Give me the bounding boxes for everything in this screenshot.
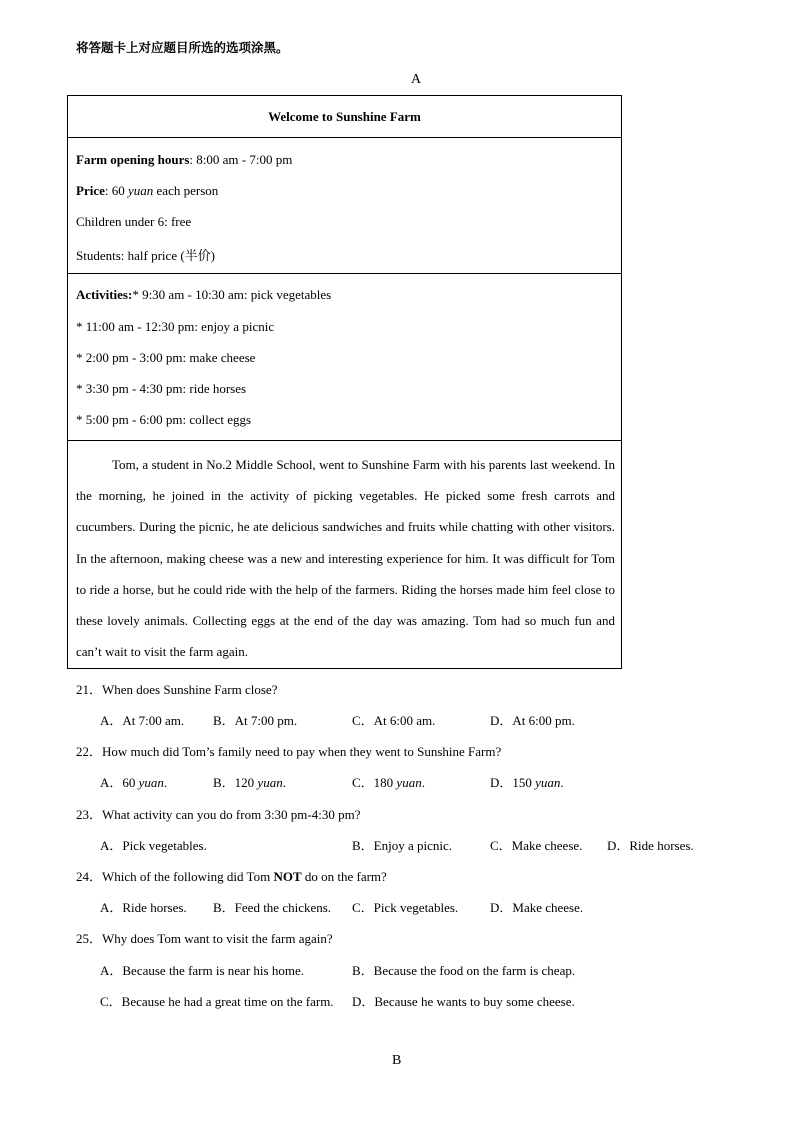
divider [68, 273, 621, 274]
hours-value: : 8:00 am - 7:00 pm [189, 152, 293, 167]
option-22-a: A．60 yuan. [100, 775, 168, 790]
option-21-a: A．At 7:00 am. [100, 713, 185, 728]
price-prefix: : 60 [104, 183, 128, 198]
instruction-text: 将答题卡上对应题目所选的选项涂黑。 [76, 40, 289, 55]
notice-box [67, 95, 622, 669]
option-23-b: B．Enjoy a picnic. [352, 838, 453, 853]
question-21: 21．When does Sunshine Farm close? [76, 682, 278, 697]
option-25-b: B．Because the food on the farm is cheap. [352, 963, 576, 978]
option-22-b: B．120 yuan. [213, 775, 286, 790]
option-23-c: C．Make cheese. [490, 838, 583, 853]
option-25-c: C．Because he had a great time on the farm. [100, 994, 334, 1009]
activity-line [76, 287, 331, 303]
divider [68, 440, 621, 441]
section-label-a: A [411, 72, 422, 87]
question-23: 23．What activity can you do from 3:30 pm-4:30 pm? [76, 807, 361, 822]
option-24-a: A．Ride horses. [100, 900, 187, 915]
section-label-b: B [392, 1053, 402, 1068]
option-21-d: D．At 6:00 pm. [490, 713, 575, 728]
option-21-b: B．At 7:00 pm. [213, 713, 298, 728]
question-24: 24．Which of the following did Tom NOT do on the farm? [76, 869, 387, 884]
option-24-c: C．Pick vegetables. [352, 900, 459, 915]
opening-hours [76, 152, 292, 168]
option-24-b: B．Feed the chickens. [213, 900, 332, 915]
option-22-c: C．180 yuan. [352, 775, 425, 790]
price-line [76, 183, 218, 199]
activities-label: Activities: [76, 287, 133, 302]
option-24-d: D．Make cheese. [490, 900, 584, 915]
option-25-a: A．Because the farm is near his home. [100, 963, 304, 978]
children-price: Children under 6: free [76, 214, 192, 229]
option-25-d: D．Because he wants to buy some cheese. [352, 994, 575, 1009]
passage-text: Tom, a student in No.2 Middle School, went to Sunshine Farm with his parents last weekend. In the morning, he joined in the activity of picking vegetables. He picked some fresh carrots and cucumbers. During the picnic, he ate delicious sandwiches and fruits while chatting with other visitors. In the afternoon, making cheese was a new and interesting experience for him. It was difficult for Tom to ride a horse, but he could ride with the help of the farmers. Riding the horses made him feel close to these lovely animals. Collecting eggs at the end of the day was amazing. Tom had so much fun and can’t wait to visit the farm again. [76, 457, 615, 660]
price-unit: yuan [128, 183, 154, 198]
price-suffix: each person [153, 183, 219, 198]
hours-label: Farm opening hours [76, 152, 190, 167]
activity-item: * 5:00 pm - 6:00 pm: collect eggs [76, 412, 252, 427]
activity-item: * 9:30 am - 10:30 am: pick vegetables [132, 287, 332, 302]
option-23-a: A．Pick vegetables. [100, 838, 207, 853]
option-23-d: D．Ride horses. [607, 838, 694, 853]
activity-item: * 2:00 pm - 3:00 pm: make cheese [76, 350, 256, 365]
activity-item: * 11:00 am - 12:30 pm: enjoy a picnic [76, 319, 275, 334]
notice-title: Welcome to Sunshine Farm [268, 109, 421, 124]
passage [76, 449, 615, 667]
option-21-c: C．At 6:00 am. [352, 713, 436, 728]
question-22: 22．How much did Tom’s family need to pay when they went to Sunshine Farm? [76, 744, 502, 759]
question-25: 25．Why does Tom want to visit the farm again? [76, 931, 333, 946]
divider [68, 137, 621, 138]
option-22-d: D．150 yuan. [490, 775, 564, 790]
activity-item: * 3:30 pm - 4:30 pm: ride horses [76, 381, 247, 396]
students-price: Students: half price (半价) [76, 248, 215, 263]
price-label: Price [76, 183, 105, 198]
